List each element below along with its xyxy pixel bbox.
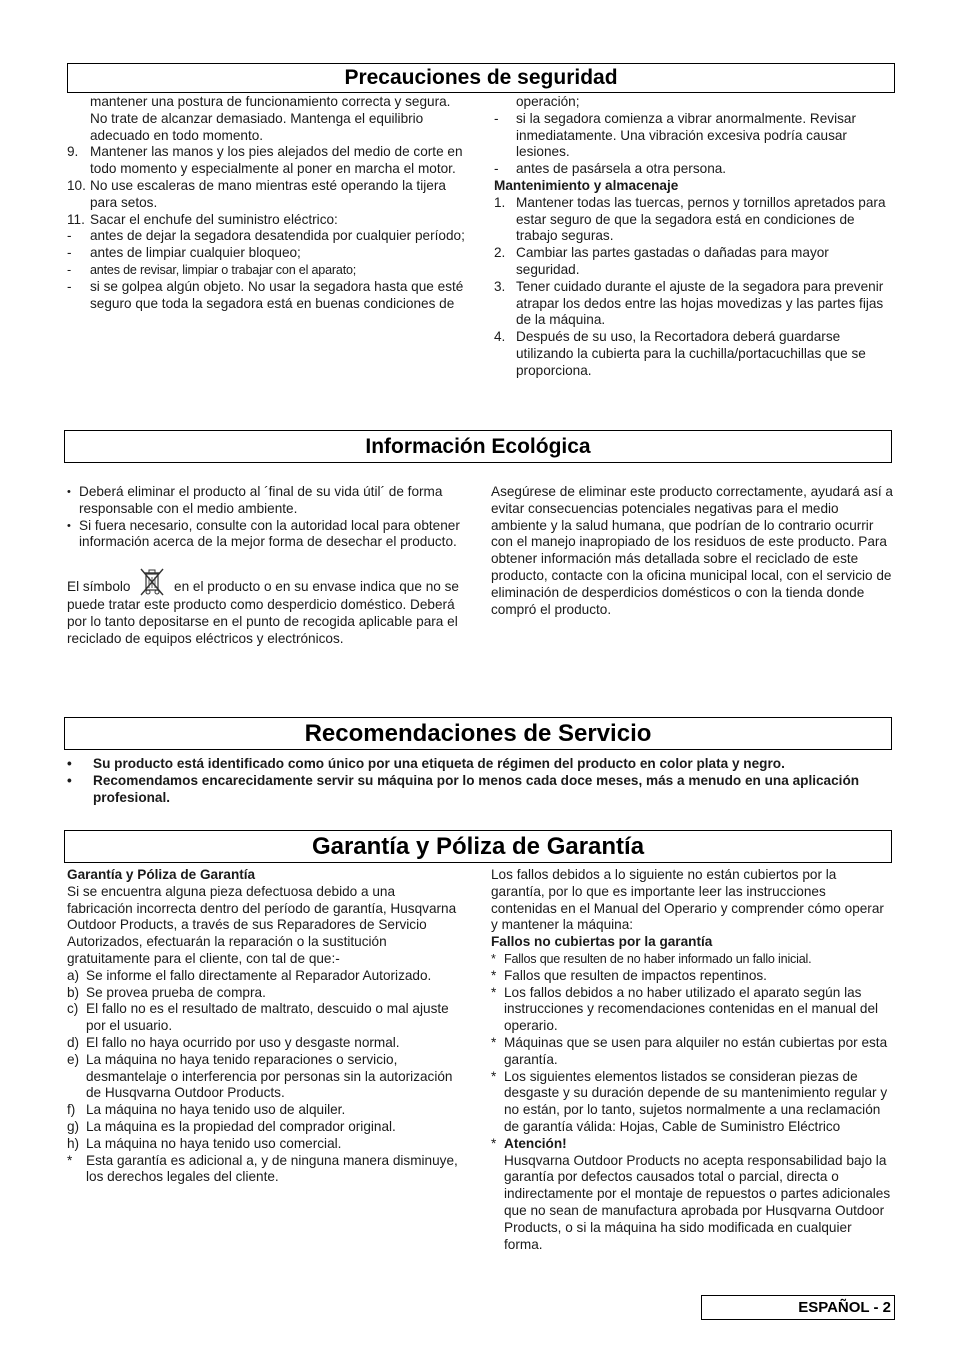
list-item: • Su producto está identificado como único por una etiqueta de régimen del producto en color plata y negro. <box>67 756 785 771</box>
list-item: 11. Sacar el enchufe del suministro eléctrico: <box>67 211 338 227</box>
warranty-left-column <box>67 867 462 1186</box>
safety-precautions-title: Precauciones de seguridad <box>344 66 618 89</box>
weee-paragraph: El símbolo en el producto o en su envase indica que no se puede tratar este producto como desperdicio doméstico. Deberá por lo tanto depositarse en el punto de recogida aplicable para el reciclado de equipos eléctricos y electrónicos. <box>67 567 464 647</box>
list-item: * Atención! <box>491 1136 891 1153</box>
list-item: 10. No use escaleras de mano mientras esté operando la tijera para setos. <box>67 177 446 210</box>
list-item: • Si fuera necesario, consulte con la autoridad local para obtener información acerca de la mejor forma de desechar el producto. <box>67 517 460 550</box>
list-item: a) Se informe el fallo directamente al Reparador Autorizado. <box>67 967 432 983</box>
list-item: operación; <box>516 94 580 109</box>
list-item: - si la segadora comienza a vibrar anormalmente. Revisar inmediatamente. Una vibración excesiva podría causar lesiones. <box>494 110 856 160</box>
ecological-info-header <box>64 430 892 463</box>
list-item: 1. Mantener todas las tuercas, pernos y tornillos apretados para estar seguro de que la segadora está en condiciones de trabajo seguras. <box>494 194 886 244</box>
list-item: * Fallos que resulten de no haber informado un fallo inicial. <box>491 951 812 966</box>
service-recommendations-header <box>64 717 892 750</box>
list-item: - antes de pasársela a otra persona. <box>494 161 727 177</box>
list-item: 4. Después de su uso, la Recortadora deberá guardarse utilizando la cubierta para la cuchilla/portacuchillas que se proporciona. <box>494 329 866 378</box>
list-item: 3. Tener cuidado durante el ajuste de la segadora para prevenir atrapar los dedos entre las hojas movedizas y las partes fijas de la máquina. <box>494 278 884 328</box>
crossed-out-wheelie-bin-icon <box>138 567 166 597</box>
list-item: * Los siguientes elementos listados se consideran piezas de desgaste y su duración depende de su mantenimiento regular y no están, por lo tanto, sujetos normalmente a una reclamación de garantía válida: Hojas, Cable de Suministro Eléctrico <box>491 1068 888 1134</box>
page-footer-label <box>701 1295 895 1320</box>
list-item: 9. Mantener las manos y los pies alejados del medio de corte en todo momento y especialmente al poner en marcha el motor. <box>67 144 463 177</box>
safety-precautions-header <box>67 63 895 93</box>
list-item: b) Se provea prueba de compra. <box>67 984 266 1000</box>
attention-label: Atención! <box>504 1135 567 1151</box>
list-item: - antes de limpiar cualquier bloqueo; <box>67 245 301 261</box>
warranty-intro: Si se encuentra alguna pieza defectuosa debido a una fabricación incorrecta dentro del período de garantía, Husqvarna Outdoor Products, a través de sus Reparadores de Servicio Autorizados, efectuarán la reparación o la sustitución gratuitamente para el cliente, con tal de que:- <box>67 883 457 966</box>
list-item: h) La máquina no haya tenido uso comercial. <box>67 1135 342 1151</box>
warranty-subheading: Garantía y Póliza de Garantía <box>67 867 256 882</box>
warranty-right-column <box>491 867 891 1253</box>
list-item: d) El fallo no haya ocurrido por uso y desgaste normal. <box>67 1034 400 1050</box>
service-recommendations-title: Recomendaciones de Servicio <box>304 720 652 747</box>
service-recommendations-list <box>67 756 867 806</box>
safety-right-column <box>494 94 894 380</box>
list-item: mantener una postura de funcionamiento correcta y segura. No trate de alcanzar demasiado. Mantenga el equilibrio adecuado en todo momento. <box>90 94 451 143</box>
safety-left-column <box>67 94 469 312</box>
list-item: * Fallos que resulten de impactos repentinos. <box>491 967 767 983</box>
list-item: * Esta garantía es adicional a, y de ninguna manera disminuye, los derechos legales del cliente. <box>67 1152 458 1185</box>
attention-text: Husqvarna Outdoor Products no acepta responsabilidad bajo la garantía por defectos causados total o parcial, directa o indirectamente por el montaje de repuestos o partes adicionales que no sean de manufactura aprobada por Husqvarna Outdoor Products, o si la máquina ha sido modificada en cualquier forma. <box>504 1152 891 1252</box>
list-item: • Recomendamos encarecidamente servir su máquina por lo menos cada doce meses, más a menudo en una aplicación profesional. <box>67 772 860 805</box>
warranty-title: Garantía y Póliza de Garantía <box>311 833 645 860</box>
maintenance-heading: Mantenimiento y almacenaje <box>494 177 679 193</box>
recycling-paragraph: Asegúrese de eliminar este producto correctamente, ayudará así a evitar consecuencias potenciales negativas para el medio ambiente y la salud humana, que podrían de lo contrario ocurrir con el manejo inapropiado de los residuos de este producto. Para obtener información más detallada sobre el reciclado de este producto, contacte con la oficina municipal local, con el servicio de eliminación de desperdicios domésticos o con la tienda donde compró el producto. <box>491 484 893 617</box>
list-item: f) La máquina no haya tenido uso de alquiler. <box>67 1102 346 1118</box>
list-item: - si se golpea algún objeto. No usar la segadora hasta que esté seguro que toda la segadora está en buenas condiciones de <box>67 278 464 311</box>
warranty-right-intro: Los fallos debidos a lo siguiente no están cubiertos por la garantía, por lo que es importante leer las instrucciones contenidas en el Manual del Operario y comprender cómo operar y mantener la máquina: <box>491 867 884 933</box>
list-item: * Los fallos debidos a no haber utilizado el aparato según las instrucciones y recomendaciones contenidas en el manual del operario. <box>491 984 879 1034</box>
not-covered-heading: Fallos no cubiertas por la garantía <box>491 934 713 950</box>
list-item: e) La máquina no haya tenido reparaciones o servicio, desmantelaje o interferencia por personas sin la autorización de Husqvarna Outdoor Products. <box>67 1051 453 1101</box>
list-item: g) La máquina es la propiedad del comprador original. <box>67 1118 396 1134</box>
list-item: - antes de revisar, limpiar o trabajar con el aparato; <box>67 262 357 277</box>
list-item: * Máquinas que se usen para alquiler no están cubiertas por esta garantía. <box>491 1034 888 1067</box>
warranty-header <box>64 830 892 863</box>
ecological-left-column <box>67 484 464 648</box>
list-item: 2. Cambiar las partes gastadas o dañadas para mayor seguridad. <box>494 245 829 277</box>
ecological-right-column <box>491 484 893 618</box>
page-number: ESPAÑOL - 2 <box>798 1299 891 1316</box>
list-item: - antes de dejar la segadora desatendida por cualquier período; <box>67 228 465 244</box>
list-item: • Deberá eliminar el producto al ´final de su vida útil´ de forma responsable con el medio ambiente. <box>67 484 443 516</box>
list-item: c) El fallo no es el resultado de maltrato, descuido o mal ajuste por el usuario. <box>67 1001 449 1034</box>
ecological-info-title: Información Ecológica <box>365 435 591 458</box>
list-item <box>491 1153 891 1254</box>
